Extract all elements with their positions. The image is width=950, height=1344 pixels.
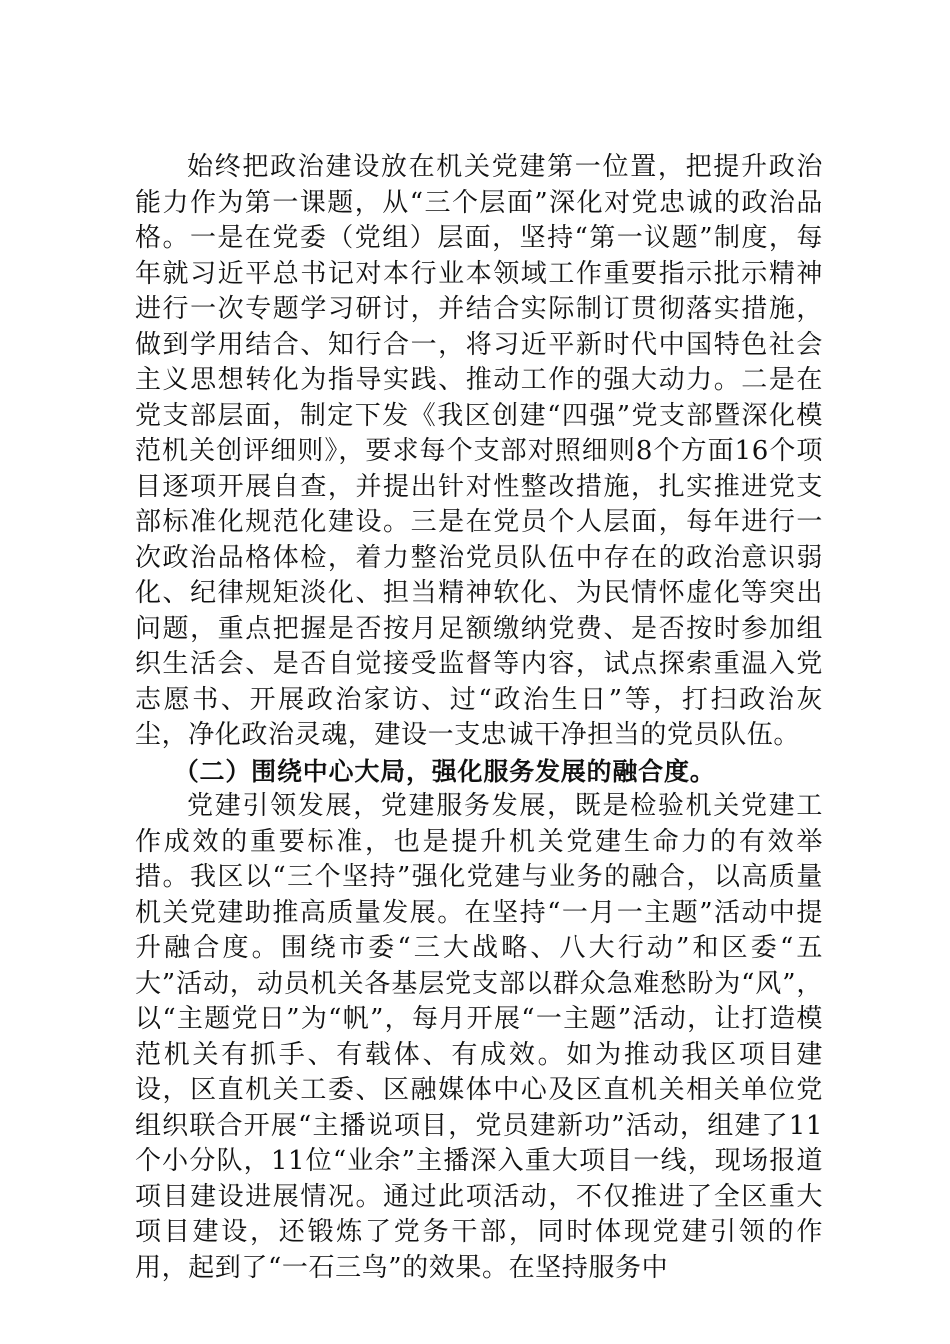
- paragraph-service-development: 党建引领发展，党建服务发展，既是检验机关党建工作成效的重要标准，也是提升机关党建生命力的有效举措。我区以“三个坚持”强化党建与业务的融合，以高质量机关党建助推高质量发展。在坚持“一月一主题”活动中提升融合度。围绕市委“三大战略、八大行动”和区委“五大”活动，动员机关各基层党支部以群众急难愁盼为“风”，以“主题党日”为“帆”，每月开展“一主题”活动，让打造模范机关有抓手、有载体、有成效。如为推动我区项目建设，区直机关工委、区融媒体中心及区直机关相关单位党组织联合开展“主播说项目，党员建新功”活动，组建了11个小分队，11位“业余”主播深入重大项目一线，现场报道项目建设进展情况。通过此项活动，不仅推进了全区重大项目建设，还锻炼了党务干部，同时体现党建引领的作用，起到了“一石三鸟”的效果。在坚持服务中: [135, 791, 823, 1283]
- document-body: [135, 150, 823, 1286]
- paragraph-political-building: 始终把政治建设放在机关党建第一位置，把提升政治能力作为第一课题，从“三个层面”深化对党忠诚的政治品格。一是在党委（党组）层面，坚持“第一议题”制度，每年就习近平总书记对本行业本领域工作重要指示批示精神进行一次专题学习研讨，并结合实际制订贯彻落实措施，做到学用结合、知行合一，将习近平新时代中国特色社会主义思想转化为指导实践、推动工作的强大动力。二是在党支部层面，制定下发《我区创建“四强”党支部暨深化模范机关创评细则》，要求每个支部对照细则8个方面16个项目逐项开展自查，并提出针对性整改措施，扎实推进党支部标准化规范化建设。三是在党员个人层面，每年进行一次政治品格体检，着力整治党员队伍中存在的政治意识弱化、纪律规矩淡化、担当精神软化、为民情怀虚化等突出问题，重点把握是否按月足额缴纳党费、是否按时参加组织生活会、是否自觉接受监督等内容，试点探索重温入党志愿书、开展政治家访、过“政治生日”等，打扫政治灰尘，净化政治灵魂，建设一支忠诚干净担当的党员队伍。: [135, 152, 823, 750]
- section-heading-2: （二）围绕中心大局，强化服务发展的融合度。: [173, 756, 716, 786]
